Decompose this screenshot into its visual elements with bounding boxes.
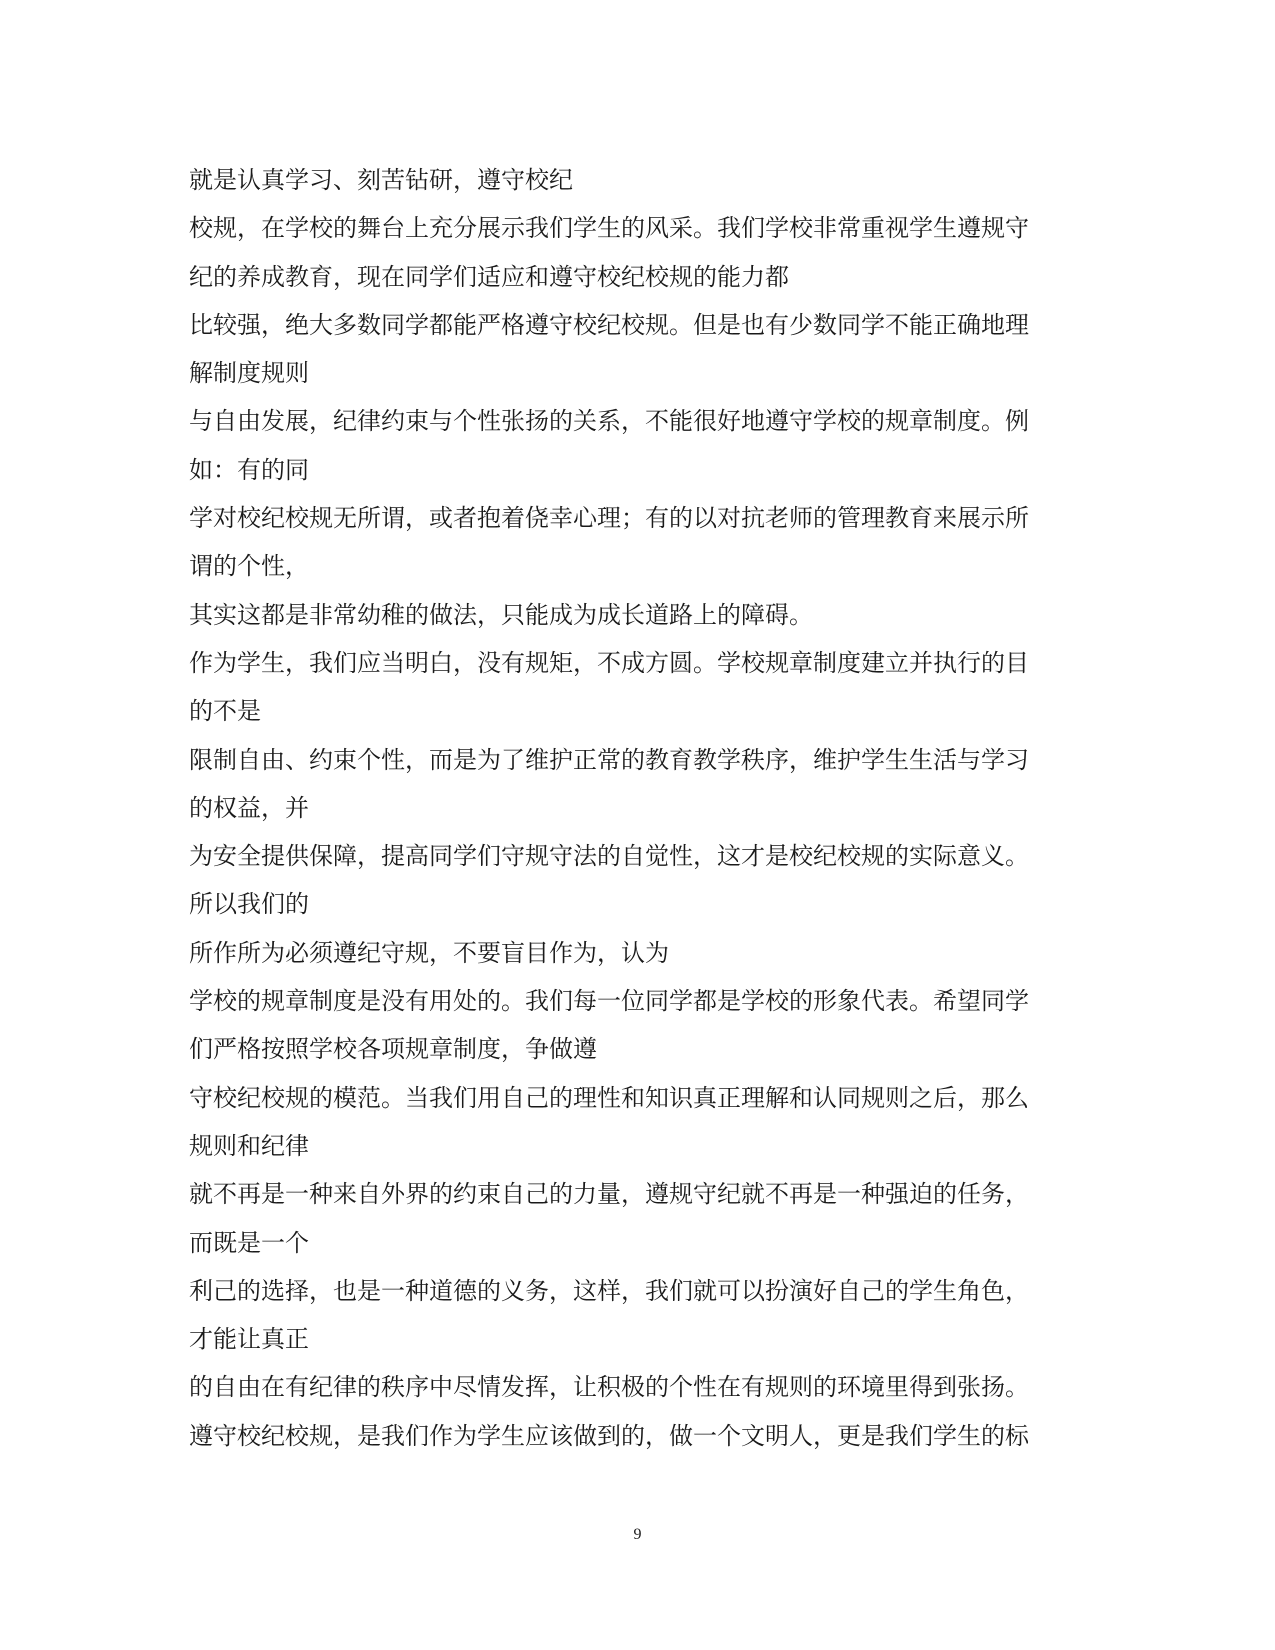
text-line: 而既是一个 (189, 1228, 309, 1257)
text-line: 其实这都是非常幼稚的做法，只能成为成长道路上的障碍。 (189, 600, 813, 629)
text-line: 利己的选择，也是一种道德的义务，这样，我们就可以扮演好自己的学生角色， (189, 1276, 1029, 1305)
text-line: 的自由在有纪律的秩序中尽情发挥，让积极的个性在有规则的环境里得到张扬。 (189, 1373, 1029, 1402)
text-line: 谓的个性， (189, 552, 309, 581)
text-line: 纪的养成教育，现在同学们适应和遵守校纪校规的能力都 (189, 262, 789, 291)
text-line: 如：有的同 (189, 455, 309, 484)
text-line: 学校的规章制度是没有用处的。我们每一位同学都是学校的形象代表。希望同学 (189, 987, 1029, 1016)
text-line: 作为学生，我们应当明白，没有规矩，不成方圆。学校规章制度建立并执行的目 (189, 648, 1029, 677)
text-line: 所以我们的 (189, 890, 309, 919)
text-line: 的不是 (189, 697, 261, 726)
text-line: 们严格按照学校各项规章制度，争做遵 (189, 1035, 597, 1064)
text-line: 就不再是一种来自外界的约束自己的力量，遵规守纪就不再是一种强迫的任务， (189, 1180, 1029, 1209)
text-line: 规则和纪律 (189, 1131, 309, 1160)
text-line: 限制自由、约束个性，而是为了维护正常的教育教学秩序，维护学生生活与学习 (189, 745, 1029, 774)
text-line: 学对校纪校规无所谓，或者抱着侥幸心理；有的以对抗老师的管理教育来展示所 (189, 504, 1029, 533)
page-number: 9 (633, 1526, 642, 1543)
text-line: 的权益，并 (189, 793, 309, 822)
text-line: 遵守校纪校规，是我们作为学生应该做到的，做一个文明人，更是我们学生的标 (189, 1421, 1029, 1450)
text-line: 校规，在学校的舞台上充分展示我们学生的风采。我们学校非常重视学生遵规守 (189, 214, 1029, 243)
text-line: 守校纪校规的模范。当我们用自己的理性和知识真正理解和认同规则之后，那么 (189, 1083, 1029, 1112)
text-line: 就是认真学习、刻苦钻研，遵守校纪 (189, 166, 573, 194)
text-line: 所作所为必须遵纪守规，不要盲目作为，认为 (189, 938, 669, 967)
text-line: 解制度规则 (189, 359, 309, 388)
text-line: 比较强，绝大多数同学都能严格遵守校纪校规。但是也有少数同学不能正确地理 (189, 310, 1029, 339)
text-line: 才能让真正 (189, 1325, 309, 1354)
body-text (189, 156, 1089, 1460)
text-line: 为安全提供保障，提高同学们守规守法的自觉性，这才是校纪校规的实际意义。 (189, 842, 1029, 871)
text-line: 与自由发展，纪律约束与个性张扬的关系，不能很好地遵守学校的规章制度。例 (189, 407, 1029, 436)
